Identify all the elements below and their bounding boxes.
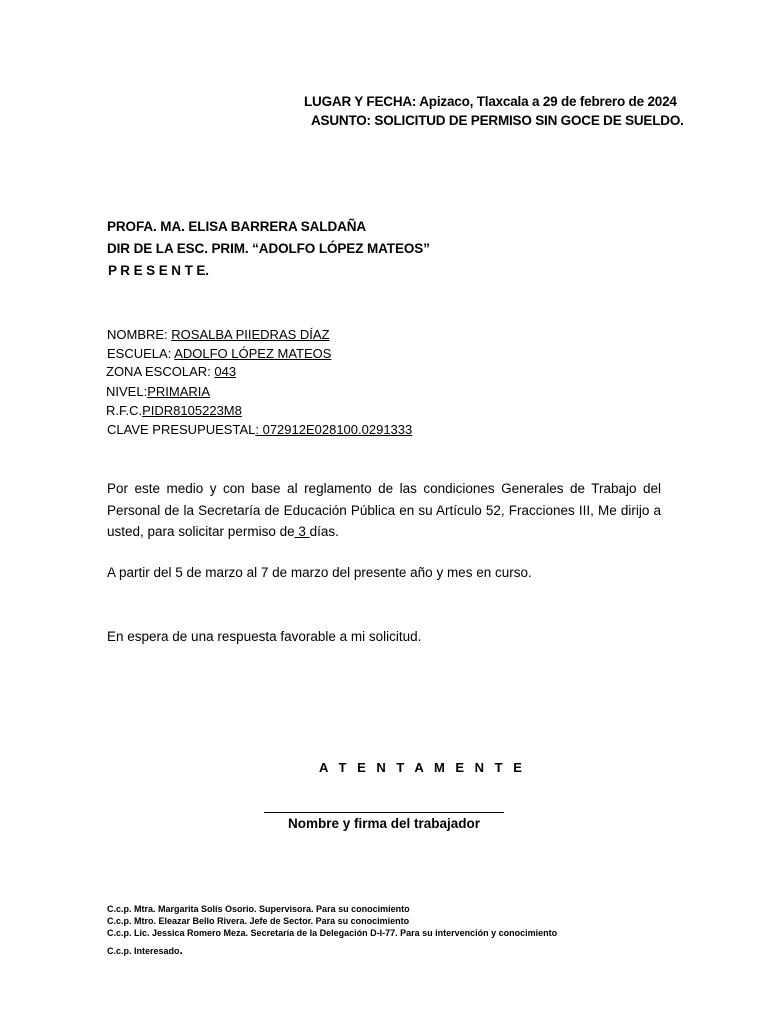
- days-word: días.: [309, 524, 339, 539]
- nombre-field: [107, 327, 330, 342]
- addressee-name: PROFA. MA. ELISA BARRERA SALDAÑA: [107, 219, 367, 234]
- ccp-line-4: [107, 944, 183, 958]
- closing-paragraph: En espera de una respuesta favorable a mi solicitud.: [107, 629, 422, 644]
- escuela-field: [107, 346, 331, 361]
- clave-label: CLAVE PRESUPUESTAL: [107, 422, 256, 437]
- period-paragraph: A partir del 5 de marzo al 7 de marzo del presente año y mes en curso.: [107, 565, 532, 580]
- ccp-line-3: C.c.p. Lic. Jessica Romero Meza. Secretaría de la Delegación D-I-77. Para su intervención y conocimiento: [107, 928, 558, 938]
- rfc-field: [106, 403, 242, 418]
- rfc-label: R.F.C.: [106, 403, 143, 418]
- request-text: Por este medio y con base al reglamento de las condiciones Generales de Trabajo del Personal de la Secretaría de Educación Pública en su Artículo 52, Fracciones III, Me dirijo a usted, para solicitar permiso de: [107, 481, 661, 539]
- signature-caption: Nombre y firma del trabajador: [288, 816, 481, 831]
- days-count: 3: [294, 524, 310, 539]
- zona-field: [106, 364, 236, 379]
- atentamente-label: A T E N T A M E N T E: [319, 760, 526, 775]
- place-date-line: LUGAR Y FECHA: Apizaco, Tlaxcala a 29 de febrero de 2024: [304, 94, 677, 109]
- escuela-value: ADOLFO LÓPEZ MATEOS: [174, 346, 332, 361]
- zona-value: 043: [214, 364, 237, 379]
- clave-value: : 072912E028100.0291333: [255, 422, 413, 437]
- zona-label: ZONA ESCOLAR:: [106, 364, 215, 379]
- nivel-label: NIVEL:: [106, 384, 148, 399]
- clave-field: [107, 422, 412, 437]
- ccp-line-2: C.c.p. Mtro. Eleazar Bello Rivera. Jefe de Sector. Para su conocimiento: [107, 916, 410, 926]
- ccp-line-1: C.c.p. Mtra. Margarita Solís Osorio. Supervisora. Para su conocimiento: [107, 904, 410, 914]
- subject-line: ASUNTO: SOLICITUD DE PERMISO SIN GOCE DE SUELDO.: [311, 113, 684, 128]
- nivel-value: PRIMARIA: [147, 384, 211, 399]
- escuela-label: ESCUELA:: [107, 346, 175, 361]
- ccp-period: .: [179, 943, 183, 957]
- ccp-interesado: C.c.p. Interesado: [107, 946, 180, 956]
- addressee-position: DIR DE LA ESC. PRIM. “ADOLFO LÓPEZ MATEOS”: [107, 241, 430, 256]
- nivel-field: [106, 384, 210, 399]
- nombre-value: ROSALBA PIIEDRAS DÍAZ: [171, 327, 330, 342]
- rfc-value: PIDR8105223M8: [142, 403, 242, 418]
- nombre-label: NOMBRE:: [107, 327, 172, 342]
- signature-line: [264, 812, 504, 813]
- presente-label: P R E S E N T E.: [108, 263, 209, 278]
- request-paragraph: [107, 478, 661, 543]
